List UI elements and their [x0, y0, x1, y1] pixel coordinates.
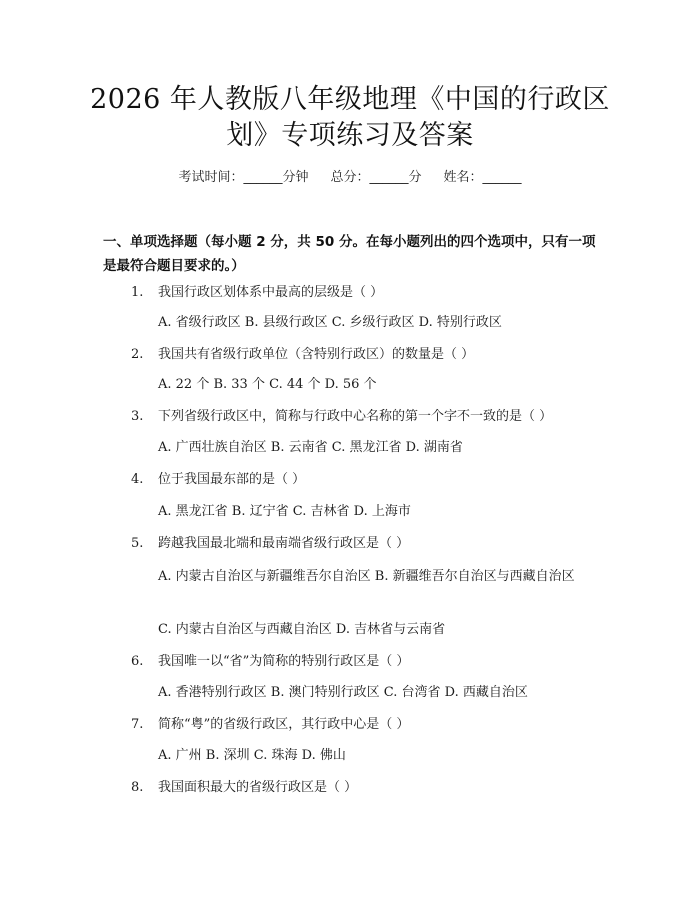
question-2 [131, 345, 474, 365]
question-7-options: A. 广州 B. 深圳 C. 珠海 D. 佛山 [158, 748, 346, 763]
page-title-line-1: 2026 年人教版八年级地理《中国的行政区 [90, 84, 610, 115]
exam-time-label: 考试时间：______分钟 [178, 170, 309, 185]
question-5-options-cd: C. 内蒙古自治区与西藏自治区 D. 吉林省与云南省 [158, 622, 446, 637]
question-1-options: A. 省级行政区 B. 县级行政区 C. 乡级行政区 D. 特别行政区 [158, 315, 502, 330]
question-1 [131, 283, 383, 303]
question-8 [131, 778, 357, 798]
question-number: 4. [131, 472, 144, 487]
question-5-options-ab: A. 内蒙古自治区与新疆维吾尔自治区 B. 新疆维吾尔自治区与西藏自治区 [158, 569, 575, 584]
question-6-options: A. 香港特别行政区 B. 澳门特别行政区 C. 台湾省 D. 西藏自治区 [158, 685, 528, 700]
question-stem: 我国共有省级行政单位（含特别行政区）的数量是（ ） [158, 347, 475, 362]
question-4-options: A. 黑龙江省 B. 辽宁省 C. 吉林省 D. 上海市 [158, 504, 411, 519]
question-number: 1. [131, 285, 144, 300]
question-4 [131, 470, 305, 490]
question-number: 2. [131, 347, 144, 362]
section-heading: 一、单项选择题（每小题 2 分，共 50 分。在每小题列出的四个选项中，只有一项是最符合题目要求的。） [103, 234, 596, 274]
question-number: 8. [131, 780, 144, 795]
question-stem: 跨越我国最北端和最南端省级行政区是（ ） [158, 536, 410, 551]
exam-score-label: 总分：______分 [330, 170, 422, 185]
question-stem: 下列省级行政区中，简称与行政中心名称的第一个字不一致的是（ ） [158, 409, 553, 424]
question-stem: 我国面积最大的省级行政区是（ ） [158, 780, 358, 795]
question-2-options: A. 22 个 B. 33 个 C. 44 个 D. 56 个 [158, 377, 377, 392]
question-7 [131, 715, 409, 735]
question-stem: 简称“粤”的省级行政区，其行政中心是（ ） [158, 717, 410, 732]
question-3 [131, 407, 552, 427]
question-6 [131, 652, 409, 672]
question-3-options: A. 广西壮族自治区 B. 云南省 C. 黑龙江省 D. 湖南省 [158, 440, 463, 455]
exam-meta [0, 168, 700, 188]
question-number: 5. [131, 536, 144, 551]
question-stem: 我国唯一以“省”为简称的特别行政区是（ ） [158, 654, 410, 669]
page-title-line-2: 划》专项练习及答案 [226, 120, 474, 151]
question-number: 3. [131, 409, 144, 424]
question-5 [131, 534, 409, 554]
question-number: 6. [131, 654, 144, 669]
exam-name-label: 姓名：______ [443, 170, 522, 185]
question-number: 7. [131, 717, 144, 732]
question-stem: 我国行政区划体系中最高的层级是（ ） [158, 285, 384, 300]
question-stem: 位于我国最东部的是（ ） [158, 472, 306, 487]
